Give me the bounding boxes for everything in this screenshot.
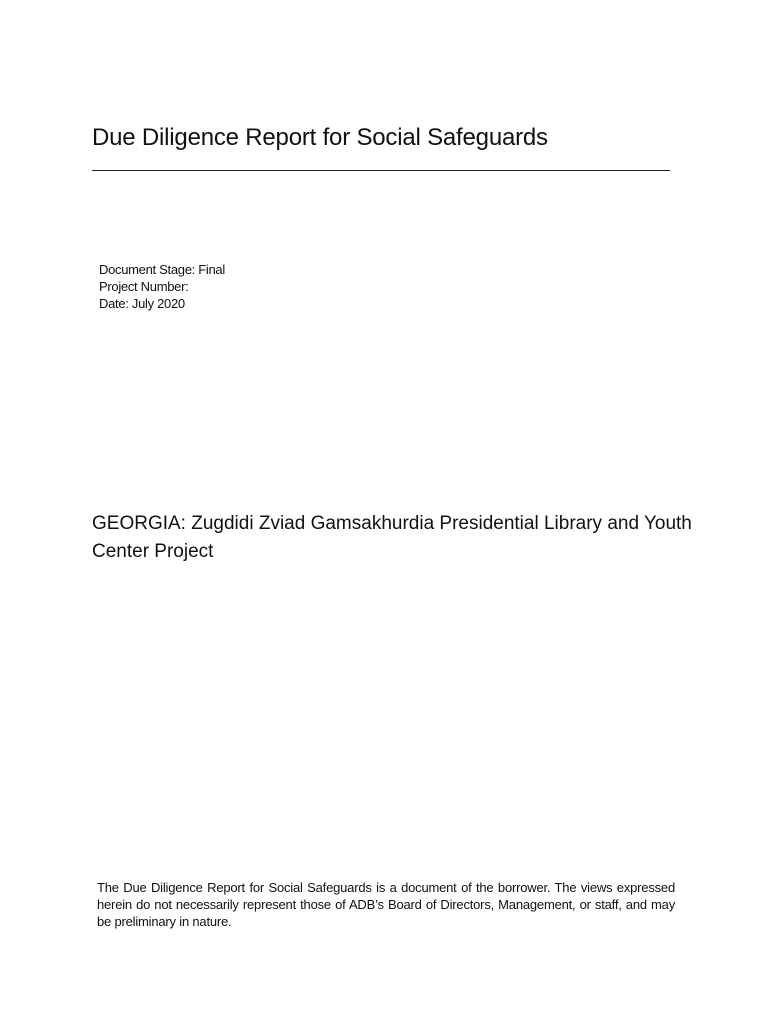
document-stage: Document Stage: Final bbox=[99, 262, 225, 277]
document-date: Date: July 2020 bbox=[99, 296, 185, 311]
disclaimer: The Due Diligence Report for Social Safeguards is a document of the borrower. The views expressed herein do not necessarily represent those of ADB’s Board of Directors, Management, or staff, and may be preliminary in nature. bbox=[97, 880, 675, 929]
document-meta bbox=[99, 261, 225, 312]
title-divider bbox=[92, 170, 670, 171]
project-title: GEORGIA: Zugdidi Zviad Gamsakhurdia Presidential Library and Youth Center Project bbox=[92, 513, 692, 562]
document-title: Due Diligence Report for Social Safeguards bbox=[92, 124, 548, 151]
project-number: Project Number: bbox=[99, 279, 189, 294]
